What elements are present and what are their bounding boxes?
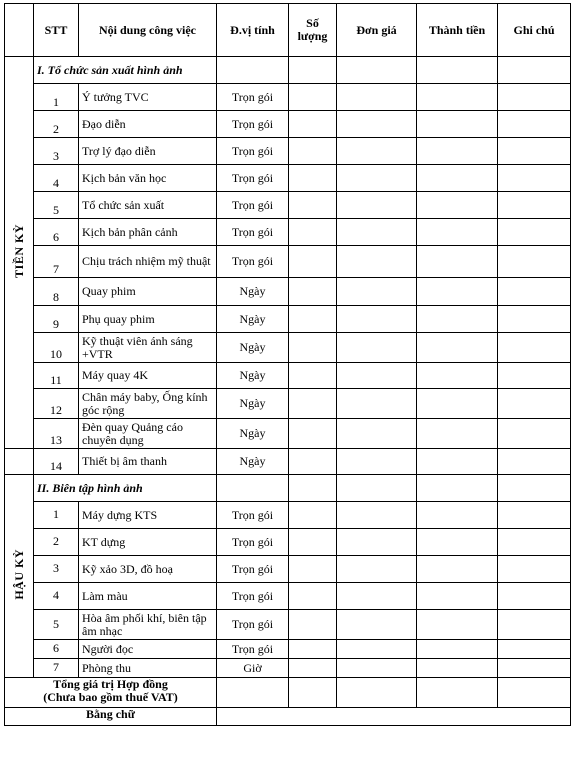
total-note-cell: [498, 678, 571, 708]
row-note-cell: [498, 389, 571, 419]
content-cell: Kỹ thuật viên ánh sáng +VTR: [79, 333, 217, 363]
row-note-cell: [498, 419, 571, 449]
phase-label-text: HẬU KỲ: [11, 549, 26, 600]
unit-cell: Trọn gói: [217, 529, 289, 556]
table-row: [5, 583, 571, 610]
table-row: [5, 640, 571, 659]
header-qty: Số lượng: [289, 4, 337, 57]
row-qty-cell: [289, 659, 337, 678]
row-note-cell: [498, 556, 571, 583]
stt-cell: 7: [34, 659, 79, 678]
table-row: [5, 333, 571, 363]
unit-cell: Trọn gói: [217, 502, 289, 529]
unit-cell: Trọn gói: [217, 610, 289, 640]
row-amount-cell: [417, 659, 498, 678]
row-note-cell: [498, 192, 571, 219]
row-price-cell: [337, 165, 417, 192]
row-note-cell: [498, 333, 571, 363]
stt-cell: 4: [34, 165, 79, 192]
unit-cell: Ngày: [217, 449, 289, 475]
row-price-cell: [337, 659, 417, 678]
content-cell: Kịch bản văn học: [79, 165, 217, 192]
header-price: Đơn giá: [337, 4, 417, 57]
content-cell: Máy dựng KTS: [79, 502, 217, 529]
row-amount-cell: [417, 583, 498, 610]
row-amount-cell: [417, 389, 498, 419]
table-row: [5, 278, 571, 306]
stt-cell: 14: [34, 449, 79, 475]
stt-cell: 9: [34, 306, 79, 333]
table-row: [5, 389, 571, 419]
content-cell: Làm màu: [79, 583, 217, 610]
header-blank: [5, 4, 34, 57]
section-unit-cell: [217, 57, 289, 84]
section-title: I. Tổ chức sản xuất hình ảnh: [34, 57, 217, 84]
row-note-cell: [498, 610, 571, 640]
row-qty-cell: [289, 502, 337, 529]
row-price-cell: [337, 502, 417, 529]
content-cell: Phòng thu: [79, 659, 217, 678]
unit-cell: Trọn gói: [217, 556, 289, 583]
header-note: Ghi chú: [498, 4, 571, 57]
row-note-cell: [498, 84, 571, 111]
row-amount-cell: [417, 419, 498, 449]
row-price-cell: [337, 192, 417, 219]
row-amount-cell: [417, 333, 498, 363]
row-note-cell: [498, 278, 571, 306]
row-price-cell: [337, 84, 417, 111]
row-price-cell: [337, 610, 417, 640]
section-qty-cell: [289, 57, 337, 84]
table-row: [5, 659, 571, 678]
stt-cell: 4: [34, 583, 79, 610]
header-row: [5, 4, 571, 57]
row-qty-cell: [289, 246, 337, 278]
header-content: Nội dung công việc: [79, 4, 217, 57]
row-amount-cell: [417, 502, 498, 529]
row-amount-cell: [417, 556, 498, 583]
row-qty-cell: [289, 138, 337, 165]
stt-cell: 2: [34, 111, 79, 138]
phase-label-hau-ky: [5, 475, 34, 678]
row-price-cell: [337, 333, 417, 363]
row-price-cell: [337, 138, 417, 165]
row-price-cell: [337, 449, 417, 475]
table-row: [5, 138, 571, 165]
row-note-cell: [498, 659, 571, 678]
row-price-cell: [337, 363, 417, 389]
total-label-line1: Tổng giá trị Hợp đồng: [53, 677, 168, 691]
row-price-cell: [337, 306, 417, 333]
row-note-cell: [498, 138, 571, 165]
table-row: [5, 192, 571, 219]
section-price-cell: [337, 57, 417, 84]
total-amount-cell: [417, 678, 498, 708]
unit-cell: Trọn gói: [217, 192, 289, 219]
section-amount-cell: [417, 475, 498, 502]
row-note-cell: [498, 583, 571, 610]
unit-cell: Trọn gói: [217, 138, 289, 165]
stt-cell: 10: [34, 333, 79, 363]
stt-cell: 1: [34, 84, 79, 111]
stt-cell: 1: [34, 502, 79, 529]
unit-cell: Trọn gói: [217, 640, 289, 659]
section-row: [5, 475, 571, 502]
content-cell: Trợ lý đạo diễn: [79, 138, 217, 165]
total-unit-cell: [217, 678, 289, 708]
row-note-cell: [498, 246, 571, 278]
row-qty-cell: [289, 449, 337, 475]
table-row: [5, 502, 571, 529]
row-qty-cell: [289, 419, 337, 449]
row-amount-cell: [417, 529, 498, 556]
stt-cell: 3: [34, 138, 79, 165]
content-cell: Kịch bản phân cảnh: [79, 219, 217, 246]
table-row: [5, 419, 571, 449]
content-cell: Phụ quay phim: [79, 306, 217, 333]
row-qty-cell: [289, 84, 337, 111]
row-note-cell: [498, 165, 571, 192]
stt-cell: 8: [34, 278, 79, 306]
table-row: [5, 306, 571, 333]
row-amount-cell: [417, 278, 498, 306]
table-row: [5, 529, 571, 556]
content-cell: Kỹ xảo 3D, đồ hoạ: [79, 556, 217, 583]
table-row: [5, 84, 571, 111]
side-blank-cell: [5, 449, 34, 475]
row-qty-cell: [289, 111, 337, 138]
row-qty-cell: [289, 640, 337, 659]
unit-cell: Ngày: [217, 278, 289, 306]
row-price-cell: [337, 219, 417, 246]
stt-cell: 13: [34, 419, 79, 449]
content-cell: Đạo diễn: [79, 111, 217, 138]
stt-cell: 3: [34, 556, 79, 583]
row-price-cell: [337, 111, 417, 138]
row-qty-cell: [289, 610, 337, 640]
row-note-cell: [498, 219, 571, 246]
section-title: II. Biên tập hình ảnh: [34, 475, 217, 502]
unit-cell: Ngày: [217, 363, 289, 389]
unit-cell: Trọn gói: [217, 583, 289, 610]
content-cell: Quay phim: [79, 278, 217, 306]
row-qty-cell: [289, 306, 337, 333]
row-qty-cell: [289, 529, 337, 556]
unit-cell: Ngày: [217, 333, 289, 363]
in-words-row: [5, 708, 571, 726]
section-unit-cell: [217, 475, 289, 502]
row-amount-cell: [417, 165, 498, 192]
stt-cell: 5: [34, 610, 79, 640]
stt-cell: 7: [34, 246, 79, 278]
header-stt: STT: [34, 4, 79, 57]
unit-cell: Trọn gói: [217, 165, 289, 192]
table-row: [5, 165, 571, 192]
row-amount-cell: [417, 111, 498, 138]
table-row: [5, 111, 571, 138]
table-row: [5, 449, 571, 475]
unit-cell: Trọn gói: [217, 246, 289, 278]
header-amount: Thành tiền: [417, 4, 498, 57]
row-qty-cell: [289, 363, 337, 389]
unit-cell: Trọn gói: [217, 84, 289, 111]
total-label-line2: (Chưa bao gồm thuế VAT): [43, 690, 178, 704]
stt-cell: 6: [34, 219, 79, 246]
row-note-cell: [498, 111, 571, 138]
header-unit: Đ.vị tính: [217, 4, 289, 57]
phase-label-text: TIỀN KỲ: [11, 224, 26, 278]
row-note-cell: [498, 306, 571, 333]
content-cell: Ý tưởng TVC: [79, 84, 217, 111]
row-qty-cell: [289, 389, 337, 419]
section-amount-cell: [417, 57, 498, 84]
in-words-label: Bằng chữ: [5, 708, 217, 726]
row-qty-cell: [289, 219, 337, 246]
total-label: [5, 678, 217, 708]
row-amount-cell: [417, 84, 498, 111]
row-note-cell: [498, 363, 571, 389]
unit-cell: Ngày: [217, 306, 289, 333]
section-note-cell: [498, 57, 571, 84]
stt-cell: 5: [34, 192, 79, 219]
row-price-cell: [337, 583, 417, 610]
row-note-cell: [498, 640, 571, 659]
row-amount-cell: [417, 138, 498, 165]
row-note-cell: [498, 449, 571, 475]
section-note-cell: [498, 475, 571, 502]
row-note-cell: [498, 529, 571, 556]
unit-cell: Ngày: [217, 419, 289, 449]
row-note-cell: [498, 502, 571, 529]
row-amount-cell: [417, 192, 498, 219]
unit-cell: Ngày: [217, 389, 289, 419]
table-row: [5, 363, 571, 389]
phase-label-tien-ky: [5, 57, 34, 449]
section-price-cell: [337, 475, 417, 502]
row-amount-cell: [417, 306, 498, 333]
stt-cell: 12: [34, 389, 79, 419]
total-price-cell: [337, 678, 417, 708]
content-cell: Đèn quay Quảng cáo chuyên dụng: [79, 419, 217, 449]
row-qty-cell: [289, 556, 337, 583]
row-price-cell: [337, 529, 417, 556]
content-cell: Máy quay 4K: [79, 363, 217, 389]
unit-cell: Trọn gói: [217, 111, 289, 138]
content-cell: Chân máy baby, Ống kính góc rộng: [79, 389, 217, 419]
row-price-cell: [337, 278, 417, 306]
row-price-cell: [337, 640, 417, 659]
quotation-table: [4, 3, 571, 726]
content-cell: Thiết bị âm thanh: [79, 449, 217, 475]
row-amount-cell: [417, 640, 498, 659]
content-cell: KT dựng: [79, 529, 217, 556]
row-price-cell: [337, 556, 417, 583]
table-row: [5, 246, 571, 278]
row-price-cell: [337, 246, 417, 278]
table-row: [5, 610, 571, 640]
section-qty-cell: [289, 475, 337, 502]
content-cell: Hòa âm phối khí, biên tập âm nhạc: [79, 610, 217, 640]
stt-cell: 11: [34, 363, 79, 389]
row-qty-cell: [289, 583, 337, 610]
row-amount-cell: [417, 363, 498, 389]
total-row: [5, 678, 571, 708]
table-row: [5, 219, 571, 246]
row-qty-cell: [289, 192, 337, 219]
total-qty-cell: [289, 678, 337, 708]
row-amount-cell: [417, 246, 498, 278]
content-cell: Tổ chức sản xuất: [79, 192, 217, 219]
stt-cell: 2: [34, 529, 79, 556]
content-cell: Người đọc: [79, 640, 217, 659]
row-price-cell: [337, 419, 417, 449]
section-row: [5, 57, 571, 84]
row-amount-cell: [417, 610, 498, 640]
row-qty-cell: [289, 333, 337, 363]
row-amount-cell: [417, 219, 498, 246]
stt-cell: 6: [34, 640, 79, 659]
row-price-cell: [337, 389, 417, 419]
row-amount-cell: [417, 449, 498, 475]
row-qty-cell: [289, 165, 337, 192]
unit-cell: Trọn gói: [217, 219, 289, 246]
content-cell: Chịu trách nhiệm mỹ thuật: [79, 246, 217, 278]
row-qty-cell: [289, 278, 337, 306]
unit-cell: Giờ: [217, 659, 289, 678]
in-words-value: [217, 708, 571, 726]
table-row: [5, 556, 571, 583]
